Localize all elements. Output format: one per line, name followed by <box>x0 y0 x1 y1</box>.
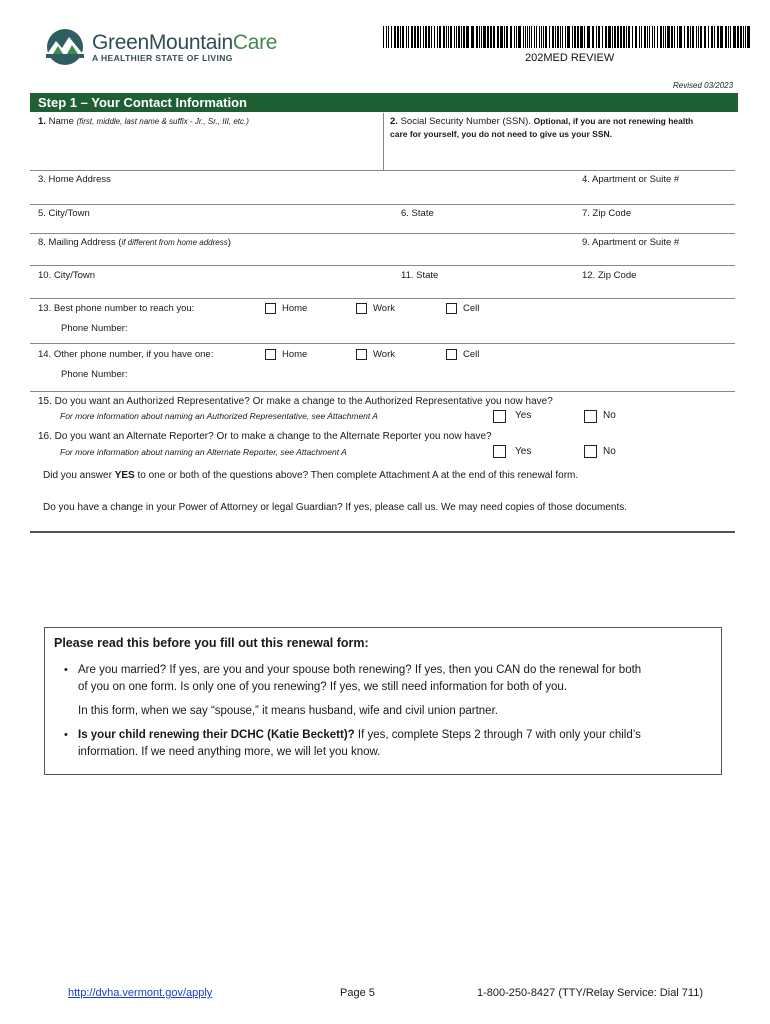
info-line: Is your child renewing their DCHC (Katie Beckett)? If yes, complete Steps 2 through 7 with only your child’s <box>78 729 641 741</box>
home-address-label: 3. Home Address <box>38 174 111 185</box>
barcode-icon <box>383 26 753 48</box>
checkbox-label: Yes <box>515 446 532 457</box>
name-field-label: 1. Name (first, middle, last name & suffix - Jr., Sr., III, etc.) <box>38 116 249 127</box>
best-phone-home-checkbox[interactable] <box>265 303 276 314</box>
divider <box>30 204 735 205</box>
divider <box>30 343 735 344</box>
bullet-icon: • <box>64 664 68 676</box>
divider <box>30 298 735 299</box>
other-phone-work-checkbox[interactable] <box>356 349 367 360</box>
apartment-label: 4. Apartment or Suite # <box>582 174 680 185</box>
zip-label: 7. Zip Code <box>582 208 632 219</box>
best-phone-work-checkbox[interactable] <box>356 303 367 314</box>
mailing-zip-label: 12. Zip Code <box>582 270 637 281</box>
checkbox-label: No <box>603 410 616 421</box>
form-id: 202MED REVIEW <box>525 52 615 64</box>
phone-number-label: Phone Number: <box>61 323 128 334</box>
phone-number-footer: 1-800-250-8427 (TTY/Relay Service: Dial 711) <box>477 987 704 999</box>
best-phone-label: 13. Best phone number to reach you: <box>38 303 195 314</box>
mailing-apartment-label: 9. Apartment or Suite # <box>582 237 680 248</box>
q16-yes-checkbox[interactable] <box>493 445 506 458</box>
section-divider <box>30 531 735 533</box>
checkbox-label: Cell <box>463 349 480 360</box>
checkbox-label: Home <box>282 303 308 314</box>
info-box-title: Please read this before you fill out this renewal form: <box>54 636 369 650</box>
divider <box>30 170 735 171</box>
best-phone-cell-checkbox[interactable] <box>446 303 457 314</box>
attachment-a-note: Did you answer YES to one or both of the questions above? Then complete Attachment A at the end of this renewal form. <box>43 470 579 481</box>
mailing-address-label: 8. Mailing Address (if different from home address) <box>38 237 231 248</box>
mailing-city-label: 10. City/Town <box>38 270 96 281</box>
other-phone-cell-checkbox[interactable] <box>446 349 457 360</box>
q16-no-checkbox[interactable] <box>584 445 597 458</box>
checkbox-label: No <box>603 446 616 457</box>
apply-link[interactable]: http://dvha.vermont.gov/apply <box>68 987 213 999</box>
other-phone-label: 14. Other phone number, if you have one: <box>38 349 214 360</box>
bullet-icon: • <box>64 729 68 741</box>
state-label: 6. State <box>401 208 434 219</box>
logo-tagline: A HEALTHIER STATE OF LIVING <box>92 53 233 63</box>
checkbox-label: Home <box>282 349 308 360</box>
info-line: Are you married? If yes, are you and your spouse both renewing? If yes, then you CAN do the renewal for both <box>78 664 642 676</box>
ssn-field-label: 2. Social Security Number (SSN). Optional, if you are not renewing health <box>390 116 694 127</box>
checkbox-label: Cell <box>463 303 480 314</box>
divider <box>30 391 735 392</box>
page-number: Page 5 <box>340 987 375 999</box>
info-line: of you on one form. Is only one of you renewing? If yes, we still need information for both of you. <box>78 681 568 693</box>
checkbox-label: Yes <box>515 410 532 421</box>
q15-yes-checkbox[interactable] <box>493 410 506 423</box>
q15-no-checkbox[interactable] <box>584 410 597 423</box>
question-16-hint: For more information about naming an Alternate Reporter, see Attachment A <box>60 447 347 457</box>
logo-wordmark: GreenMountainCare <box>92 31 278 54</box>
power-of-attorney-note: Do you have a change in your Power of Attorney or legal Guardian? If yes, please call us. We may need copies of those documents. <box>43 502 628 513</box>
revised-date: Revised 03/2023 <box>673 81 734 90</box>
question-16: 16. Do you want an Alternate Reporter? Or to make a change to the Alternate Reporter you now have? <box>38 431 492 442</box>
step1-header <box>30 93 738 112</box>
info-line: information. If we need anything more, we will let you know. <box>78 746 381 758</box>
question-15-hint: For more information about naming an Authorized Representative, see Attachment A <box>60 411 378 421</box>
city-label: 5. City/Town <box>38 208 90 219</box>
mailing-state-label: 11. State <box>401 270 439 281</box>
checkbox-label: Work <box>373 349 395 360</box>
ssn-note: care for yourself, you do not need to give us your SSN. <box>390 129 612 139</box>
phone-number-label: Phone Number: <box>61 369 128 380</box>
info-line: In this form, when we say “spouse,” it means husband, wife and civil union partner. <box>78 705 498 717</box>
checkbox-label: Work <box>373 303 395 314</box>
divider <box>383 113 384 170</box>
green-mountain-care-logo-icon <box>44 28 90 68</box>
divider <box>30 233 735 234</box>
divider <box>30 265 735 266</box>
question-15: 15. Do you want an Authorized Representative? Or make a change to the Authorized Representative you now have? <box>38 396 553 407</box>
step1-title: Step 1 – Your Contact Information <box>38 95 247 110</box>
other-phone-home-checkbox[interactable] <box>265 349 276 360</box>
